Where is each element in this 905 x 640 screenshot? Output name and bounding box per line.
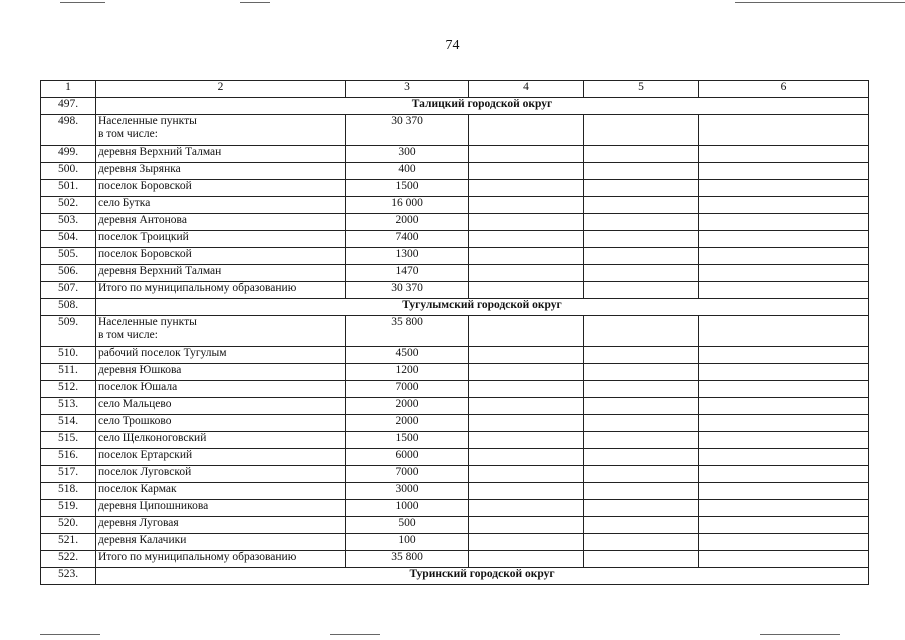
settlement-name-line: деревня Верхний Талман: [98, 265, 222, 277]
empty-cell-col-6: [699, 381, 869, 398]
settlement-name: [96, 347, 346, 364]
empty-cell-col-5: [584, 381, 699, 398]
empty-cell-col-6: [699, 449, 869, 466]
scan-artifact-top: [240, 2, 270, 3]
value-cell: 7000: [346, 381, 469, 398]
empty-cell-col-4: [469, 197, 584, 214]
empty-cell-col-5: [584, 197, 699, 214]
empty-cell-col-6: [699, 347, 869, 364]
table-body: [41, 98, 869, 585]
settlement-name: [96, 415, 346, 432]
settlement-name-line: село Бутка: [98, 197, 151, 209]
empty-cell-col-5: [584, 432, 699, 449]
value-cell: 1000: [346, 500, 469, 517]
settlement-name-line: Населенные пункты: [98, 316, 197, 328]
empty-cell-col-4: [469, 231, 584, 248]
table-row: [41, 197, 869, 214]
table-row: [41, 282, 869, 299]
scan-artifact-bottom: [40, 634, 100, 635]
empty-cell-col-6: [699, 415, 869, 432]
empty-cell-col-5: [584, 214, 699, 231]
row-number: 499.: [41, 146, 96, 163]
row-number: 509.: [41, 316, 96, 347]
row-number: 501.: [41, 180, 96, 197]
value-cell: 7400: [346, 231, 469, 248]
empty-cell-col-5: [584, 398, 699, 415]
section-row: [41, 299, 869, 316]
settlement-name: [96, 364, 346, 381]
scan-artifact-bottom: [330, 634, 380, 635]
value-cell: 1500: [346, 432, 469, 449]
empty-cell-col-6: [699, 265, 869, 282]
value-cell: 35 800: [346, 316, 469, 347]
empty-cell-col-4: [469, 517, 584, 534]
empty-cell-col-4: [469, 180, 584, 197]
empty-cell-col-5: [584, 449, 699, 466]
value-cell: 16 000: [346, 197, 469, 214]
table-row: [41, 381, 869, 398]
empty-cell-col-4: [469, 551, 584, 568]
table-row: [41, 163, 869, 180]
table-row: [41, 449, 869, 466]
empty-cell-col-4: [469, 483, 584, 500]
empty-cell-col-5: [584, 115, 699, 146]
empty-cell-col-6: [699, 163, 869, 180]
page-number: 74: [445, 38, 460, 53]
section-title: Тугулымский городской округ: [96, 299, 869, 316]
row-number: 498.: [41, 115, 96, 146]
row-number: 512.: [41, 381, 96, 398]
table-row: [41, 180, 869, 197]
table-row: [41, 483, 869, 500]
empty-cell-col-6: [699, 432, 869, 449]
empty-cell-col-4: [469, 248, 584, 265]
table-row: [41, 265, 869, 282]
row-number: 503.: [41, 214, 96, 231]
empty-cell-col-6: [699, 282, 869, 299]
settlement-name-line: деревня Верхний Талман: [98, 146, 222, 158]
empty-cell-col-4: [469, 163, 584, 180]
empty-cell-col-4: [469, 265, 584, 282]
table-row: [41, 364, 869, 381]
table-row: [41, 248, 869, 265]
table-row: [41, 432, 869, 449]
row-number: 520.: [41, 517, 96, 534]
row-number: 522.: [41, 551, 96, 568]
settlement-name-line: деревня Луговая: [98, 517, 179, 529]
header-cell-1: 1: [41, 81, 96, 98]
empty-cell-col-6: [699, 517, 869, 534]
table-row: [41, 214, 869, 231]
settlement-name-line: село Трошково: [98, 415, 172, 427]
row-number: 517.: [41, 466, 96, 483]
value-cell: 1500: [346, 180, 469, 197]
settlement-name-line: рабочий поселок Тугулым: [98, 347, 227, 359]
scan-artifact-bottom: [760, 634, 840, 635]
row-number: 507.: [41, 282, 96, 299]
value-cell: 4500: [346, 347, 469, 364]
settlement-name: [96, 248, 346, 265]
settlement-name: [96, 534, 346, 551]
empty-cell-col-5: [584, 500, 699, 517]
empty-cell-col-4: [469, 316, 584, 347]
empty-cell-col-4: [469, 415, 584, 432]
row-number: 505.: [41, 248, 96, 265]
settlements-table: [40, 80, 869, 585]
section-row: [41, 568, 869, 585]
table-row: [41, 316, 869, 347]
empty-cell-col-6: [699, 500, 869, 517]
empty-cell-col-6: [699, 231, 869, 248]
value-cell: 300: [346, 146, 469, 163]
table-row: [41, 500, 869, 517]
settlement-name: [96, 163, 346, 180]
settlement-name-line: в том числе:: [98, 128, 158, 140]
settlement-name: [96, 231, 346, 248]
table-header-row: [41, 81, 869, 98]
settlement-name-line: поселок Троицкий: [98, 231, 189, 243]
row-number: 506.: [41, 265, 96, 282]
row-number: 497.: [41, 98, 96, 115]
settlement-name: [96, 500, 346, 517]
settlement-name: [96, 483, 346, 500]
settlement-name-line: деревня Зырянка: [98, 163, 181, 175]
empty-cell-col-5: [584, 466, 699, 483]
empty-cell-col-4: [469, 534, 584, 551]
value-cell: 35 800: [346, 551, 469, 568]
row-number: 521.: [41, 534, 96, 551]
empty-cell-col-5: [584, 248, 699, 265]
header-cell-3: 3: [346, 81, 469, 98]
empty-cell-col-4: [469, 282, 584, 299]
settlement-name-line: поселок Кармак: [98, 483, 177, 495]
settlement-name: [96, 282, 346, 299]
settlement-name: [96, 146, 346, 163]
row-number: 502.: [41, 197, 96, 214]
settlement-name: [96, 449, 346, 466]
row-number: 500.: [41, 163, 96, 180]
settlement-name-line: в том числе:: [98, 329, 158, 341]
settlement-name: [96, 316, 346, 347]
value-cell: 2000: [346, 415, 469, 432]
empty-cell-col-4: [469, 364, 584, 381]
value-cell: 7000: [346, 466, 469, 483]
row-number: 516.: [41, 449, 96, 466]
value-cell: 1470: [346, 265, 469, 282]
row-number: 518.: [41, 483, 96, 500]
empty-cell-col-6: [699, 180, 869, 197]
settlement-name-line: поселок Ертарский: [98, 449, 193, 461]
section-title: Талицкий городской округ: [96, 98, 869, 115]
empty-cell-col-5: [584, 534, 699, 551]
scan-artifact-top: [735, 2, 905, 3]
empty-cell-col-5: [584, 265, 699, 282]
empty-cell-col-6: [699, 115, 869, 146]
empty-cell-col-5: [584, 146, 699, 163]
empty-cell-col-6: [699, 398, 869, 415]
settlement-name-line: деревня Калачики: [98, 534, 187, 546]
settlement-name-line: село Мальцево: [98, 398, 172, 410]
row-number: 511.: [41, 364, 96, 381]
empty-cell-col-4: [469, 500, 584, 517]
empty-cell-col-4: [469, 146, 584, 163]
empty-cell-col-4: [469, 115, 584, 146]
section-row: [41, 98, 869, 115]
settlement-name-line: Населенные пункты: [98, 115, 197, 127]
settlement-name-line: деревня Антонова: [98, 214, 187, 226]
empty-cell-col-4: [469, 398, 584, 415]
settlement-name: [96, 197, 346, 214]
scan-artifact-top: [60, 2, 105, 3]
empty-cell-col-4: [469, 214, 584, 231]
empty-cell-col-5: [584, 483, 699, 500]
settlement-name: [96, 115, 346, 146]
table-row: [41, 551, 869, 568]
section-title: Туринский городской округ: [96, 568, 869, 585]
settlement-name: [96, 265, 346, 282]
settlement-name-line: деревня Юшкова: [98, 364, 182, 376]
value-cell: 500: [346, 517, 469, 534]
empty-cell-col-5: [584, 316, 699, 347]
empty-cell-col-6: [699, 466, 869, 483]
value-cell: 1200: [346, 364, 469, 381]
row-number: 514.: [41, 415, 96, 432]
table-row: [41, 347, 869, 364]
settlement-name-line: поселок Луговской: [98, 466, 192, 478]
table-row: [41, 517, 869, 534]
settlement-name: [96, 180, 346, 197]
row-number: 504.: [41, 231, 96, 248]
value-cell: 30 370: [346, 115, 469, 146]
value-cell: 2000: [346, 398, 469, 415]
empty-cell-col-5: [584, 163, 699, 180]
empty-cell-col-6: [699, 364, 869, 381]
empty-cell-col-6: [699, 551, 869, 568]
table-row: [41, 231, 869, 248]
settlement-name: [96, 432, 346, 449]
empty-cell-col-5: [584, 180, 699, 197]
table-row: [41, 466, 869, 483]
header-cell-2: 2: [96, 81, 346, 98]
value-cell: 6000: [346, 449, 469, 466]
empty-cell-col-4: [469, 381, 584, 398]
empty-cell-col-6: [699, 316, 869, 347]
empty-cell-col-5: [584, 282, 699, 299]
row-number: 519.: [41, 500, 96, 517]
empty-cell-col-5: [584, 517, 699, 534]
value-cell: 2000: [346, 214, 469, 231]
value-cell: 400: [346, 163, 469, 180]
empty-cell-col-6: [699, 214, 869, 231]
settlement-name: [96, 517, 346, 534]
settlement-name-line: Итого по муниципальному образованию: [98, 282, 297, 294]
settlement-name: [96, 551, 346, 568]
settlement-name-line: деревня Ципошникова: [98, 500, 209, 512]
table-row: [41, 398, 869, 415]
settlement-name-line: село Щелконоговский: [98, 432, 207, 444]
row-number: 513.: [41, 398, 96, 415]
value-cell: 100: [346, 534, 469, 551]
value-cell: 30 370: [346, 282, 469, 299]
header-cell-5: 5: [584, 81, 699, 98]
empty-cell-col-4: [469, 347, 584, 364]
empty-cell-col-5: [584, 231, 699, 248]
settlement-name: [96, 214, 346, 231]
empty-cell-col-4: [469, 449, 584, 466]
value-cell: 3000: [346, 483, 469, 500]
table-row: [41, 534, 869, 551]
empty-cell-col-4: [469, 432, 584, 449]
settlement-name-line: поселок Боровской: [98, 248, 192, 260]
header-cell-6: 6: [699, 81, 869, 98]
settlement-name-line: поселок Боровской: [98, 180, 192, 192]
settlement-name: [96, 381, 346, 398]
empty-cell-col-6: [699, 197, 869, 214]
empty-cell-col-6: [699, 146, 869, 163]
empty-cell-col-5: [584, 364, 699, 381]
row-number: 523.: [41, 568, 96, 585]
settlement-name: [96, 398, 346, 415]
header-cell-4: 4: [469, 81, 584, 98]
row-number: 515.: [41, 432, 96, 449]
settlement-name-line: поселок Юшала: [98, 381, 178, 393]
row-number: 510.: [41, 347, 96, 364]
value-cell: 1300: [346, 248, 469, 265]
table-row: [41, 115, 869, 146]
empty-cell-col-5: [584, 551, 699, 568]
empty-cell-col-6: [699, 483, 869, 500]
table-row: [41, 415, 869, 432]
settlement-name: [96, 466, 346, 483]
empty-cell-col-6: [699, 248, 869, 265]
empty-cell-col-5: [584, 415, 699, 432]
table-row: [41, 146, 869, 163]
empty-cell-col-5: [584, 347, 699, 364]
settlement-name-line: Итого по муниципальному образованию: [98, 551, 297, 563]
empty-cell-col-4: [469, 466, 584, 483]
row-number: 508.: [41, 299, 96, 316]
empty-cell-col-6: [699, 534, 869, 551]
